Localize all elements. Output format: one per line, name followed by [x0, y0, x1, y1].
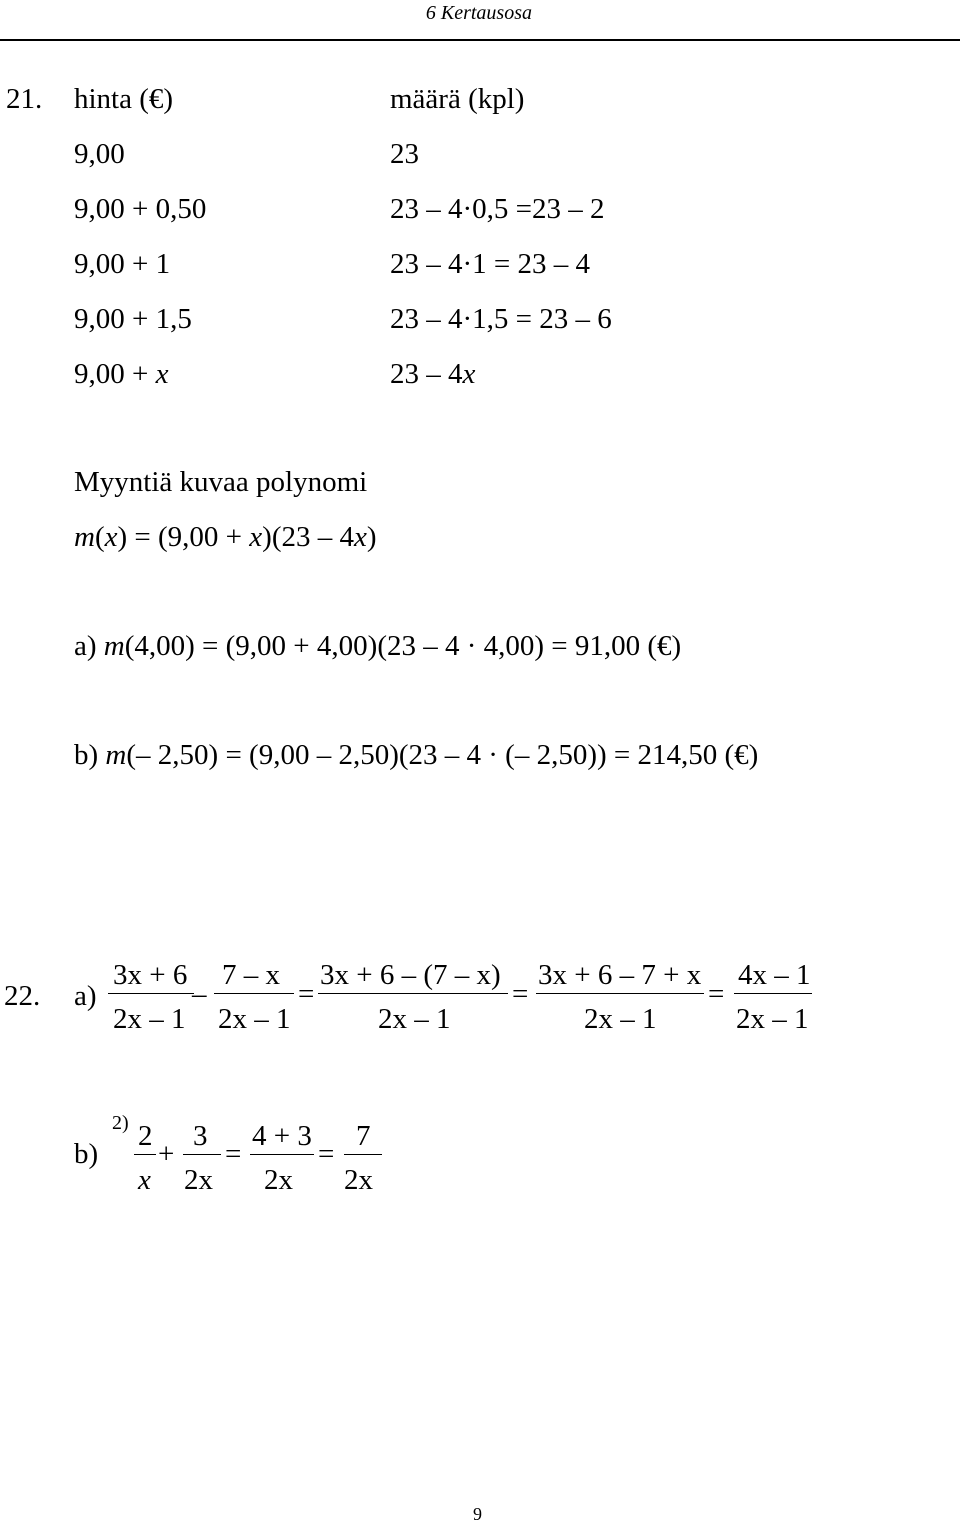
- fraction-denominator: 2x – 1: [378, 1003, 451, 1035]
- price-cell: 9,00 + 0,50: [74, 193, 207, 225]
- fraction-numerator: 4 + 3: [252, 1120, 312, 1152]
- part-a-label: a): [74, 980, 97, 1012]
- fraction-bar: [214, 993, 294, 994]
- fraction-numerator: 7 – x: [222, 959, 280, 991]
- quantity-cell: 23 – 4·1 = 23 – 4: [390, 248, 591, 280]
- fraction-numerator: 3x + 6 – (7 – x): [320, 959, 501, 991]
- page-number: 9: [473, 1504, 482, 1524]
- price-cell: 9,00 + 1,5: [74, 303, 192, 335]
- plus-operator: +: [158, 1138, 175, 1170]
- fraction-bar: [536, 993, 704, 994]
- quantity-cell: [390, 360, 475, 389]
- equals-operator: =: [512, 978, 529, 1010]
- fraction-bar: [344, 1154, 382, 1155]
- minus-operator: –: [192, 978, 207, 1010]
- part-label: b): [74, 739, 106, 771]
- equals-operator: =: [318, 1138, 335, 1170]
- function-m: m: [74, 521, 95, 553]
- part-b-label: b): [74, 1138, 99, 1170]
- expansion-superscript: 2): [112, 1112, 129, 1134]
- polynomial-expression: [74, 523, 377, 552]
- quantity-cell: 23 – 4·0,5 =23 – 2: [390, 193, 605, 225]
- function-m: m: [105, 739, 127, 771]
- price-cell: [74, 360, 168, 389]
- variable-x: x: [353, 521, 367, 553]
- fraction-numerator: 3x + 6 – 7 + x: [538, 959, 702, 991]
- quantity-column-header: määrä (kpl): [390, 83, 525, 115]
- fraction-denominator: 2x: [264, 1164, 293, 1196]
- variable-x: x: [462, 358, 476, 390]
- exercise-number-22: 22.: [4, 980, 41, 1012]
- page-header: [0, 0, 960, 40]
- fraction-numerator: 7: [356, 1120, 371, 1152]
- part-a-solution: [74, 632, 681, 661]
- fraction-denominator: 2x – 1: [113, 1003, 186, 1035]
- fraction-numerator: 3x + 6: [113, 959, 188, 991]
- fraction-bar: [318, 993, 508, 994]
- fraction-denominator: x: [138, 1164, 151, 1196]
- fraction-bar: [183, 1154, 221, 1155]
- fraction-numerator: 4x – 1: [738, 959, 811, 991]
- variable-x: x: [104, 521, 118, 553]
- paren: ): [366, 521, 377, 553]
- fraction-numerator: 2: [138, 1120, 153, 1152]
- fraction-bar: [108, 993, 194, 994]
- price-column-header: hinta (€): [74, 83, 174, 115]
- part-b-solution: [74, 741, 758, 770]
- equals-operator: =: [298, 978, 315, 1010]
- fraction-denominator: 2x – 1: [584, 1003, 657, 1035]
- expr-part: (4,00) = (9,00 + 4,00)(23 – 4 · 4,00) = 91,00 (€): [124, 630, 682, 662]
- expr-part: ) = (9,00 +: [117, 521, 250, 553]
- variable-x: x: [155, 358, 169, 390]
- fraction-denominator: 2x – 1: [736, 1003, 809, 1035]
- equals-operator: =: [708, 978, 725, 1010]
- fraction-bar: [734, 993, 812, 994]
- equals-operator: =: [225, 1138, 242, 1170]
- quantity-cell-text: 23 – 4: [390, 358, 463, 390]
- header-divider: [0, 39, 960, 41]
- variable-x: x: [249, 521, 263, 553]
- part-label: a): [74, 630, 104, 662]
- function-m: m: [103, 630, 125, 662]
- fraction-denominator: 2x – 1: [218, 1003, 291, 1035]
- fraction-bar: [134, 1154, 156, 1155]
- price-cell-text: 9,00 +: [74, 358, 156, 390]
- exercise-number-21: 21.: [6, 83, 43, 115]
- fraction-numerator: 3: [193, 1120, 208, 1152]
- fraction-denominator: 2x: [184, 1164, 213, 1196]
- price-cell: 9,00 + 1: [74, 248, 171, 280]
- price-cell: 9,00: [74, 138, 125, 170]
- quantity-cell: 23 – 4·1,5 = 23 – 6: [390, 303, 612, 335]
- fraction-denominator: 2x: [344, 1164, 373, 1196]
- expr-part: )(23 – 4: [262, 521, 354, 553]
- polynomial-intro: Myyntiä kuvaa polynomi: [74, 466, 368, 498]
- expr-part: (– 2,50) = (9,00 – 2,50)(23 – 4 · (– 2,50)) = 214,50 (€): [126, 739, 759, 771]
- quantity-cell: 23: [390, 138, 419, 170]
- fraction-bar: [250, 1154, 314, 1155]
- paren: (: [94, 521, 105, 553]
- chapter-title: 6 Kertausosa: [425, 2, 532, 24]
